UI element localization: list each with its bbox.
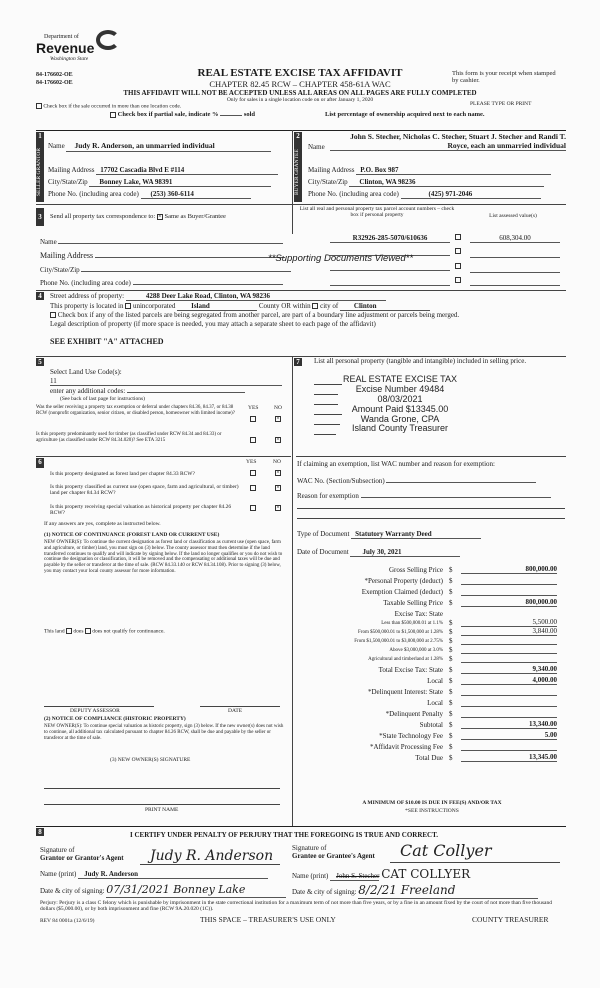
calc-row: [297, 596, 567, 607]
rev-code: REV 84 0001a (12/6/19): [40, 918, 95, 924]
does-label: does: [73, 628, 84, 635]
receipt-note: This form is your receipt when stamped by cashier.: [452, 70, 556, 85]
assessed-value[interactable]: 608,304.00: [470, 234, 560, 243]
calc-row-label: Less than $500,000.01 at 1.1%: [381, 621, 443, 627]
calc-row-value[interactable]: 800,000.00: [461, 598, 557, 607]
calc-row-value[interactable]: [461, 644, 557, 645]
sec5-q2-no[interactable]: ×: [276, 437, 280, 443]
multi-location-row: [36, 103, 181, 110]
doc-date-label: Date of Document: [297, 548, 349, 556]
calc-row-dollar: $: [449, 720, 453, 729]
notice1-title: (1) NOTICE OF CONTINUANCE (FOREST LAND OR CURRENT USE): [44, 532, 220, 538]
stamp-line-3: 08/03/2021: [377, 393, 423, 404]
grantor-sig-label: [40, 846, 124, 862]
calc-row-dollar: $: [449, 636, 453, 645]
calc-row: [297, 718, 567, 729]
calc-row-dollar: $: [449, 753, 453, 762]
stamp-line-4: Amount Paid $13345.00: [351, 403, 449, 414]
sold-label: sold: [243, 111, 256, 118]
continuance-row: [44, 628, 165, 635]
calc-row-dollar: $: [449, 676, 453, 685]
certify-statement: I CERTIFY UNDER PENALTY OF PERJURY THAT THE FOREGOING IS TRUE AND CORRECT.: [130, 831, 439, 839]
sec3-city-input[interactable]: [81, 264, 291, 272]
calc-row: [297, 618, 567, 627]
city-value[interactable]: Clinton: [340, 302, 430, 311]
buyer-mail-row: [308, 166, 551, 175]
sec3-phone-label: Phone No. (including area code): [40, 279, 131, 287]
calc-row: [297, 563, 567, 574]
notice2-title: (2) NOTICE OF COMPLIANCE (HISTORIC PROPERTY): [44, 716, 186, 722]
send-correspondence-label: Send all property tax correspondence to:: [50, 213, 156, 220]
sec5-q2: Is this property predominantly used for timber (as classified under RCW 84.34 and 84.33) or agriculture (as classified under RCW 84.34.020)? See ETA 3215: [36, 432, 222, 443]
sec3-city-label: City/State/Zip: [40, 266, 80, 274]
sec6-yes-header: YES: [246, 459, 257, 465]
seller-phone-label: Phone No. (including area code): [48, 190, 139, 198]
sec3-mail-row: [40, 250, 285, 260]
calc-row-label: Total Excise Tax: State: [378, 665, 443, 674]
calc-row-label: Local: [427, 676, 443, 685]
form-chapter: CHAPTER 82.45 RCW – CHAPTER 458-61A WAC: [209, 79, 391, 89]
land-use-value[interactable]: 11: [50, 377, 282, 386]
calc-row-value[interactable]: 800,000.00: [461, 565, 557, 574]
grantee-sig-label-2: Grantee or Grantee's Agent: [292, 852, 375, 861]
sec5-q1: Was the seller receiving a property tax exemption or deferral under chapters 84.36, 84.37, or 84.38 RCW (nonprofit organization, senior citizen, or disabled person, homeowner with limited income)?: [36, 405, 235, 416]
calc-row: [297, 751, 567, 762]
calc-row-dollar: $: [449, 709, 453, 718]
sec3-name-row: [40, 236, 283, 246]
segregated-checkbox[interactable]: [50, 312, 56, 318]
calc-row-value[interactable]: 5.00: [461, 731, 557, 740]
unincorporated-label: unincorporated: [132, 302, 176, 310]
grantee-sig-label-1: Signature of: [292, 844, 327, 852]
grantor-date-value[interactable]: 07/31/2021 Bonney Lake: [106, 884, 286, 898]
calc-row-value[interactable]: [461, 584, 557, 585]
assessed-value-2[interactable]: [470, 250, 560, 258]
city-of-checkbox[interactable]: [312, 303, 318, 309]
calc-row-dollar: $: [449, 665, 453, 674]
grantee-name-label: Name (print): [292, 872, 329, 880]
personal-property-checkbox-2[interactable]: [455, 248, 461, 254]
sec6-q2-yes[interactable]: [250, 485, 256, 491]
buyer-city-value[interactable]: Clinton, WA 98236: [349, 178, 544, 187]
grantee-name-row: [292, 868, 470, 882]
calc-row: [297, 607, 567, 618]
perjury-notice: Perjury: Perjury is a class C felony which is punishable by imprisonment in the state correctional institution for a maximum term of not more than five years, or by a fine in an amount fixed by the court of not more than five thousand dollars ($5,000.00), or by both imprisonment and fine (RCW 9A.20.020 (1C)).: [40, 900, 552, 913]
calc-row-label: Above $3,000,000 at 3.0%: [389, 648, 443, 654]
section-5-badge: 5: [36, 358, 44, 366]
street-label: Street address of property:: [50, 292, 125, 300]
parcel-list-header: List all real and personal property tax parcel account numbers – check box if personal property: [299, 206, 455, 219]
wac-label: WAC No. (Section/Subsection): [297, 477, 385, 485]
calc-row-dollar: $: [449, 654, 453, 663]
calc-row-dollar: $: [449, 565, 453, 574]
grantee-signature[interactable]: Cat Collyer: [400, 841, 492, 860]
calc-row: [297, 627, 567, 636]
personal-property-checkbox-4[interactable]: [455, 277, 461, 283]
calc-row-value[interactable]: [461, 653, 557, 654]
minimum-due-note: A MINIMUM OF $10.00 IS DUE IN FEE(S) AND/OR TAX: [362, 800, 502, 806]
calc-row: [297, 636, 567, 645]
sec5-yes-header: YES: [248, 405, 259, 411]
section-4-badge: 4: [36, 292, 44, 300]
sec6-q3-yes[interactable]: [250, 505, 256, 511]
buyer-phone-row: [308, 190, 541, 199]
buyer-mail-label: Mailing Address: [308, 166, 355, 174]
reason-row: [297, 491, 551, 500]
calc-row-label: Excise Tax: State: [394, 609, 443, 618]
calc-row-value[interactable]: 9,340.00: [461, 665, 557, 674]
calc-row-dollar: $: [449, 645, 453, 654]
seller-mail-row: [48, 166, 278, 175]
calc-row-label: Subtotal: [419, 720, 443, 729]
street-value[interactable]: 4288 Deer Lake Road, Clinton, WA 98236: [126, 292, 386, 301]
new-owner-sig-label: (3) NEW OWNER(S) SIGNATURE: [110, 757, 191, 763]
segregated-row: [50, 311, 566, 319]
seller-name-row: [48, 142, 288, 152]
grantor-sig-label-2: Grantor or Grantor's Agent: [40, 854, 124, 863]
calc-row-value[interactable]: 3,840.00: [461, 627, 557, 636]
calc-row: [297, 574, 567, 585]
agency-name: Revenue: [36, 40, 95, 56]
calc-row-dollar: $: [449, 587, 453, 596]
same-as-buyer-checkbox[interactable]: ×: [158, 213, 162, 220]
assessed-list-header: List assessed value(s): [489, 213, 537, 219]
section-2-badge: 2: [294, 132, 302, 142]
seller-name-value[interactable]: Judy R. Anderson, an unmarried individual: [66, 142, 271, 152]
section-8-badge: 8: [36, 828, 44, 836]
send-correspondence-row: [50, 213, 226, 220]
assessed-value-3[interactable]: [470, 265, 560, 273]
calc-row: [297, 707, 567, 718]
seller-mail-label: Mailing Address: [48, 166, 95, 174]
if-yes-note: If any answers are yes, complete as instructed below.: [44, 521, 161, 527]
personal-property-checkbox-1[interactable]: [455, 234, 461, 240]
grantee-date-row: [292, 884, 538, 899]
section-1-badge: 1: [36, 132, 44, 142]
grantor-date-label: Date & city of signing:: [40, 887, 105, 895]
calc-row-label: Agricultural and timberland at 1.28%: [368, 657, 443, 663]
section-7-badge: 7: [294, 358, 302, 366]
sec6-q3-no[interactable]: ×: [276, 505, 280, 511]
calc-row-value[interactable]: 13,345.00: [461, 753, 557, 762]
notice1-body: NEW OWNER(S): To continue the current designation as forest land or classification as current use (open space, farm and agriculture, or timber) land, you must sign on (3) below. The county assessor must then determine if the land transferred continues to qualify and will indicate by signing below. If the land no longer qualifies or you do not wish to continue the designation or classification, it will be removed and the compensating or additional taxes will be due and payable by the seller or transferor at the time of sale. (RCW 84.33.140 or RCW 84.34.108). Prior to signing (3) below, you may contact your local county assessor for more information.: [44, 540, 283, 574]
sec3-city-row: [40, 264, 291, 274]
grantee-date-value[interactable]: 8/2/21 Freeland: [358, 884, 538, 899]
seller-city-row: [48, 178, 271, 187]
calc-row-label: From $500,000.01 to $1,500,000 at 1.28%: [358, 630, 443, 636]
section-6-badge: 6: [36, 458, 44, 468]
buyer-phone-value[interactable]: (425) 971-2046: [401, 190, 541, 199]
see-back-note: (See back of last page for instructions): [60, 396, 145, 402]
reason-input[interactable]: [361, 491, 551, 498]
assessor-date-label: DATE: [228, 708, 243, 714]
grantor-sig-label-1: Signature of: [40, 846, 75, 854]
calc-row: [297, 654, 567, 663]
personal-property-checkbox-3[interactable]: [455, 263, 461, 269]
grantee-sig-label: [292, 844, 375, 860]
seller-phone-value[interactable]: (253) 360-6114: [141, 190, 251, 199]
personal-property-label: List all personal property (tangible and intangible) included in selling price.: [314, 357, 527, 365]
segregated-label: Check box if any of the listed parcels are being segregated from another parcel, are part of a boundary line adjustment or parcels being merged.: [57, 311, 460, 319]
land-use-label: Select Land Use Code(s):: [50, 368, 122, 376]
additional-codes-label: enter any additional codes:: [50, 387, 126, 395]
calc-row-dollar: $: [449, 618, 453, 627]
calc-row: [297, 740, 567, 751]
calc-row-value[interactable]: [461, 717, 557, 718]
seller-city-label: City/State/Zip: [48, 178, 88, 186]
treasurer-space-label: THIS SPACE – TREASURER'S USE ONLY: [200, 915, 336, 924]
list-pct-note: List percentage of ownership acquired next to each name.: [325, 111, 485, 118]
calc-row-label: Exemption Claimed (deduct): [361, 587, 443, 596]
tax-calculation-table: [297, 563, 567, 762]
calc-row-label: Gross Selling Price: [388, 565, 443, 574]
buyer-mail-value[interactable]: P.O. Box 987: [356, 166, 551, 175]
deputy-assessor-label: DEPUTY ASSESSOR: [70, 708, 120, 714]
county-treasurer-label: COUNTY TREASURER: [472, 915, 549, 924]
calc-row-value[interactable]: 4,000.00: [461, 676, 557, 685]
additional-codes-input[interactable]: [127, 386, 245, 393]
doc-date-row: [297, 548, 460, 557]
calc-row-label: *State Technology Fee: [379, 731, 443, 740]
street-row: [50, 292, 386, 301]
calc-row: [297, 696, 567, 707]
calc-row-label: *Delinquent Interest: State: [367, 687, 443, 696]
form-only-for: Only for sales in a single location code on or after January 1, 2020: [226, 97, 374, 103]
buyer-name-value[interactable]: John S. Stecher, Nicholas C. Stecher, Stuart J. Stecher and Randi T. Royce, each an unmarried individual: [330, 133, 566, 151]
assessed-value-4[interactable]: [470, 278, 560, 286]
partial-sale-input[interactable]: [220, 115, 242, 116]
sec5-q2-yes[interactable]: [250, 437, 256, 443]
calc-row-label: Total Due: [415, 753, 443, 762]
stamp-line-1: REAL ESTATE EXCISE TAX: [342, 374, 458, 384]
notice2-body: NEW OWNER(S): To continue special valuation as historic property, sign (3) below. If the new owner(s) does not wish to continue, all additional tax calculated pursuant to chapter 84.26 RCW, shall be due and payable by the seller or transferor at the time of sale.: [44, 724, 284, 741]
grantee-name-value[interactable]: CAT COLLYER: [381, 867, 471, 881]
calc-row-label: From $1,500,000.01 to $3,000,000 at 2.75%: [354, 639, 443, 645]
calc-row-label: *Delinquent Penalty: [385, 709, 443, 718]
wac-input[interactable]: [386, 476, 536, 483]
seller-side-bar: [36, 142, 44, 202]
sec3-mail-input[interactable]: [95, 250, 285, 258]
does-not-label: does not qualify for continuance.: [92, 628, 165, 635]
form-code-2: 84-176602-OE: [36, 80, 73, 86]
sec3-name-label: Name: [40, 238, 57, 246]
grantor-name-label: Name (print): [40, 870, 77, 878]
same-as-buyer-label: Same as Buyer/Grantee: [164, 213, 226, 220]
dor-logo: [36, 30, 126, 70]
multi-location-checkbox[interactable]: [36, 103, 42, 109]
sec6-q1: Is this property designated as forest land per chapter 84.33 RCW?: [50, 471, 195, 477]
sec5-q1-yes[interactable]: [250, 416, 256, 422]
reason-label: Reason for exemption: [297, 492, 359, 500]
county-label: County OR within: [258, 302, 311, 310]
print-name-label: PRINT NAME: [145, 807, 179, 813]
calc-row-value[interactable]: [461, 595, 557, 596]
seller-mail-value[interactable]: 17702 Cascadia Blvd E #114: [96, 166, 278, 175]
doc-type-row: [297, 530, 481, 539]
sec6-no-header: NO: [273, 459, 281, 465]
buyer-city-row: [308, 178, 544, 187]
sec6-q2: Is this property classified as current use (open space, farm and agricultural, or timber) land per chapter 84.34 RCW?: [50, 484, 239, 497]
calc-row-value[interactable]: [461, 662, 557, 663]
partial-sale-checkbox[interactable]: [110, 112, 116, 118]
sec6-q3: Is this property receiving special valuation as historical property per chapter 84.26 RCW?: [50, 504, 232, 517]
buyer-side-label: BUYER GRANTEE: [294, 149, 300, 195]
section-3-badge: 3: [36, 208, 44, 226]
sec3-phone-row: [40, 277, 283, 287]
calc-row-value[interactable]: 13,340.00: [461, 720, 557, 729]
exemption-label: If claiming an exemption, list WAC number and reason for exemption:: [297, 460, 495, 468]
calc-row-value[interactable]: [461, 750, 557, 751]
wac-row: [297, 476, 536, 485]
partial-sale-row: [110, 111, 255, 118]
does-not-checkbox[interactable]: [85, 628, 91, 634]
doc-date-value[interactable]: July 30, 2021: [350, 548, 460, 557]
sec6-q1-no[interactable]: ×: [276, 470, 280, 476]
calc-row-dollar: $: [449, 598, 453, 607]
doc-type-label: Type of Document: [297, 530, 350, 538]
sec5-no-header: NO: [274, 405, 282, 411]
see-instructions-note: *SEE INSTRUCTIONS: [405, 808, 459, 814]
buyer-side-bar: [294, 142, 302, 202]
this-land-label: This land: [44, 628, 65, 635]
calc-row-value[interactable]: [461, 706, 557, 707]
sec3-name-input[interactable]: [58, 236, 283, 244]
unincorporated-checkbox[interactable]: [125, 303, 131, 309]
multi-location-label: Check box if the sale occurred in more than one location code.: [43, 103, 182, 110]
grantor-date-row: [40, 884, 286, 898]
grantee-name-struck: John S. Stecher: [330, 872, 379, 881]
calc-row-label: *Personal Property (deduct): [364, 576, 443, 585]
excise-paid-stamp: [330, 375, 470, 434]
stamp-line-5: Wanda Grone, CPA: [360, 413, 440, 424]
calc-row: [297, 663, 567, 674]
form-code-1: 84-176602-OE: [36, 72, 73, 78]
doc-type-value[interactable]: Statutory Warranty Deed: [351, 530, 481, 539]
calc-row-label: *Affidavit Processing Fee: [370, 742, 443, 751]
calc-row-dollar: $: [449, 698, 453, 707]
sec6-q1-yes[interactable]: [250, 470, 256, 476]
form-warning: THIS AFFIDAVIT WILL NOT BE ACCEPTED UNLESS ALL AREAS ON ALL PAGES ARE FULLY COMPLETED: [123, 89, 477, 97]
form-title: REAL ESTATE EXCISE TAX AFFIDAVIT: [197, 67, 403, 79]
located-label: This property is located in: [50, 302, 124, 310]
buyer-phone-label: Phone No. (including area code): [308, 190, 399, 198]
calc-row: [297, 674, 567, 685]
sec5-q1-no[interactable]: ×: [276, 416, 280, 422]
partial-sale-label: Check box if partial sale, indicate %: [117, 111, 219, 118]
please-type: PLEASE TYPE OR PRINT: [470, 101, 532, 107]
parcel-number[interactable]: R32926-285-5070/610636: [330, 234, 450, 243]
agency-line1: Department of: [44, 34, 79, 40]
seller-phone-row: [48, 190, 251, 199]
seller-side-label: SELLER GRANTOR: [36, 147, 42, 197]
calc-row-dollar: $: [449, 731, 453, 740]
seller-city-value[interactable]: Bonney Lake, WA 98391: [89, 178, 271, 187]
calc-row: [297, 729, 567, 740]
parcel-number-4[interactable]: [330, 278, 450, 286]
city-of-label: city of: [320, 302, 339, 310]
calc-row-dollar: $: [449, 627, 453, 636]
grantor-signature[interactable]: Judy R. Anderson: [150, 848, 274, 864]
calc-row-dollar: $: [449, 687, 453, 696]
stamp-line-6: Island County Treasurer: [351, 423, 449, 434]
calc-row-label: Taxable Selling Price: [383, 598, 443, 607]
calc-row-value[interactable]: 5,500.00: [461, 618, 557, 627]
seller-name-label: Name: [48, 142, 65, 150]
grantee-date-label: Date & city of signing:: [292, 888, 357, 896]
county-value[interactable]: Island: [177, 302, 257, 311]
calc-row-dollar: $: [449, 576, 453, 585]
calc-row-dollar: $: [449, 742, 453, 751]
legal-desc-label: Legal description of property (if more space is needed, you may attach a separate sheet to each page of the affidavit): [50, 320, 376, 328]
sec6-q2-no[interactable]: ×: [276, 485, 280, 491]
calc-row-label: Local: [427, 698, 443, 707]
supporting-docs-stamp: **Supporting Documents Viewed**: [268, 253, 414, 264]
calc-row: [297, 645, 567, 654]
located-row: [50, 302, 430, 311]
agency-state: Washington State: [50, 56, 89, 62]
stamp-line-2: Excise Number 49484: [355, 383, 445, 394]
buyer-city-label: City/State/Zip: [308, 178, 348, 186]
exhibit-note: SEE EXHIBIT "A" ATTACHED: [50, 337, 164, 346]
calc-row: [297, 685, 567, 696]
logo-swoosh-icon: [96, 30, 120, 50]
does-checkbox[interactable]: [66, 628, 72, 634]
grantor-name-value[interactable]: Judy R. Anderson: [78, 870, 268, 879]
sec3-mail-label: Mailing Address: [40, 251, 94, 260]
sec3-phone-input[interactable]: [133, 277, 283, 285]
grantor-name-row: [40, 870, 268, 879]
calc-row-value[interactable]: [461, 695, 557, 696]
calc-row: [297, 585, 567, 596]
additional-codes-row: [50, 386, 245, 395]
buyer-name-label: Name: [308, 143, 325, 151]
